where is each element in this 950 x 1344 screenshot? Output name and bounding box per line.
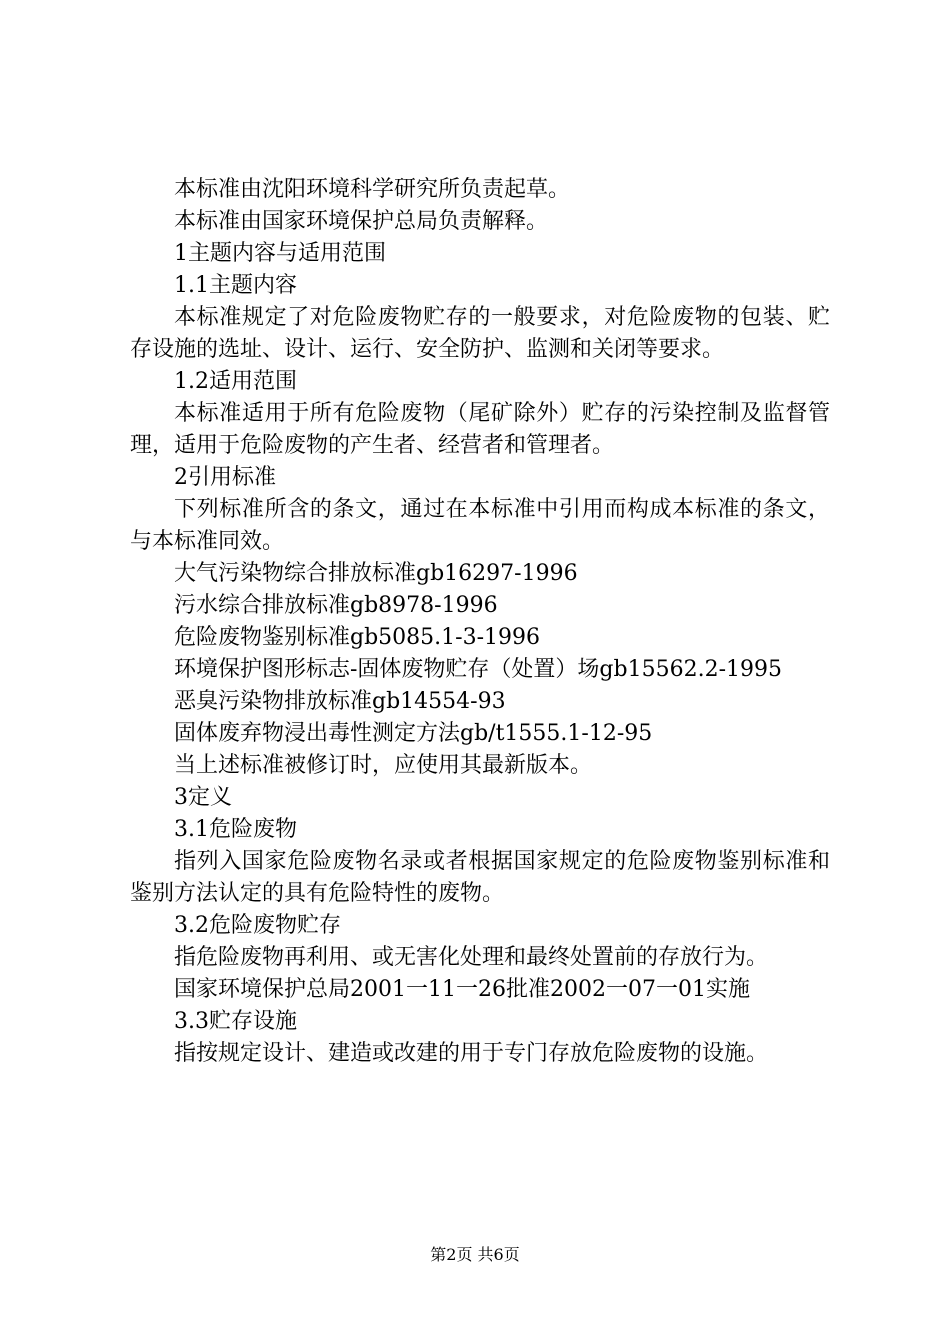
- reference-item: 大气污染物综合排放标准gb16297-1996: [174, 561, 578, 586]
- paragraph: 本标准由沈阳环境科学研究所负责起草。: [174, 177, 571, 202]
- paragraph: 指列入国家危险废物名录或者根据国家规定的危险废物鉴别标准和鉴别方法认定的具有危险特性的废物。: [130, 849, 830, 906]
- reference-item: 污水综合排放标准gb8978-1996: [174, 593, 498, 618]
- reference-item: 恶臭污染物排放标准gb14554-93: [174, 689, 506, 714]
- document-body: [130, 174, 830, 1070]
- subsection-heading: 1.2适用范围: [174, 369, 297, 394]
- reference-item: 危险废物鉴别标准gb5085.1-3-1996: [174, 625, 540, 650]
- paragraph: 当上述标准被修订时，应使用其最新版本。: [174, 753, 593, 778]
- reference-item: 环境保护图形标志-固体废物贮存（处置）场gb15562.2-1995: [174, 657, 782, 682]
- section-heading: 3定义: [174, 785, 232, 810]
- approval-note: 国家环境保护总局2001一11一26批准2002一07一01实施: [174, 977, 750, 1002]
- section-heading: 2引用标准: [174, 465, 276, 490]
- paragraph: 本标准适用于所有危险废物（尾矿除外）贮存的污染控制及监督管理，适用于危险废物的产生者、经营者和管理者。: [130, 401, 830, 458]
- paragraph: 下列标准所含的条文，通过在本标准中引用而构成本标准的条文，与本标准同效。: [130, 497, 830, 554]
- subsection-heading: 3.1危险废物: [174, 817, 297, 842]
- subsection-heading: 1.1主题内容: [174, 273, 297, 298]
- subsection-heading: 3.3贮存设施: [174, 1009, 297, 1034]
- paragraph: 本标准规定了对危险废物贮存的一般要求，对危险废物的包装、贮存设施的选址、设计、运行、安全防护、监测和关闭等要求。: [130, 305, 830, 362]
- section-heading: 1主题内容与适用范围: [174, 241, 386, 266]
- page-number-footer: 第2页 共6页: [430, 1245, 520, 1264]
- subsection-heading: 3.2危险废物贮存: [174, 913, 341, 938]
- paragraph: 指按规定设计、建造或改建的用于专门存放危险废物的设施。: [174, 1041, 769, 1066]
- paragraph: 指危险废物再利用、或无害化处理和最终处置前的存放行为。: [174, 945, 769, 970]
- reference-item: 固体废弃物浸出毒性测定方法gb/t1555.1-12-95: [174, 721, 653, 746]
- paragraph: 本标准由国家环境保护总局负责解释。: [174, 209, 549, 234]
